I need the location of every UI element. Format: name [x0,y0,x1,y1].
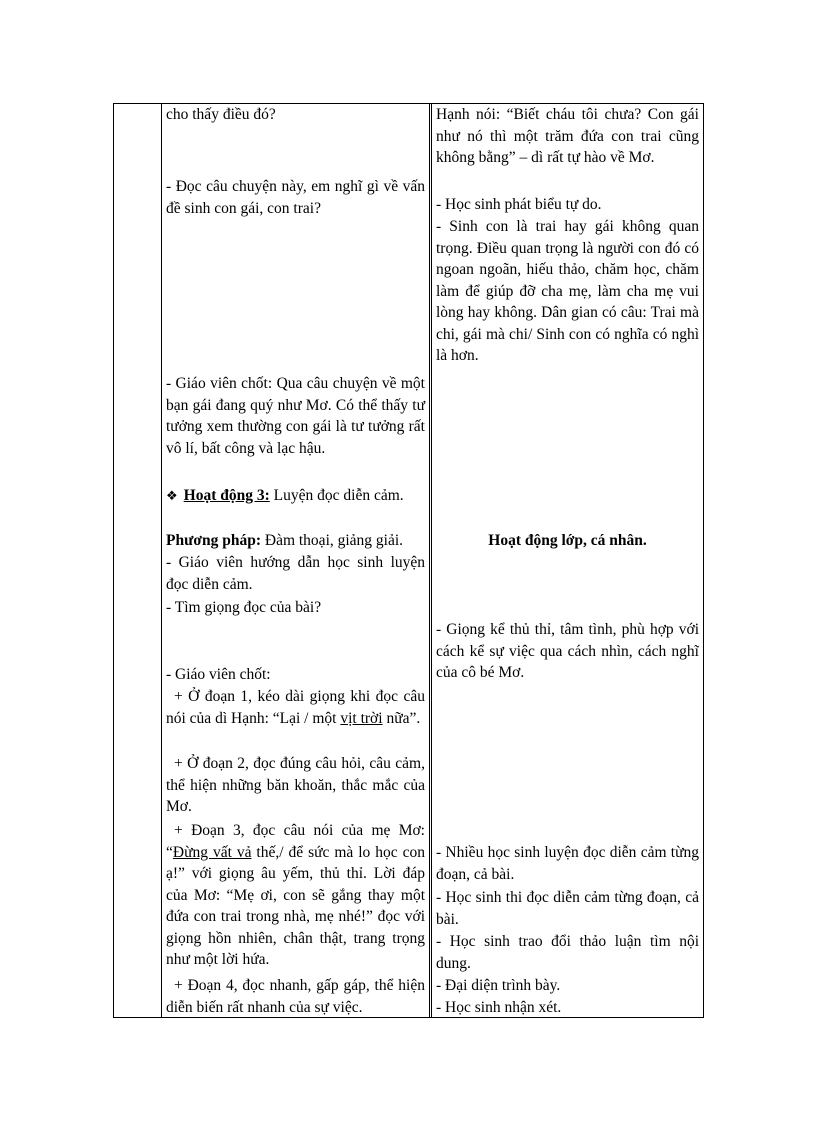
text-span: thế,/ để sức mà lo học con ạ!” với giọng âu yếm, thủ thỉ. Lời đáp của Mơ: “Mẹ ơi, con sẽ gắng thay một đứa con trai trong nhà, mẹ nhé!” đọc với giọng hồn nhiên, chân thật, trang trọng như một lời hứa. [166,843,425,968]
voice-answer: - Giọng kể thủ thỉ, tâm tình, phù hợp với cách kể sự việc qua cách nhìn, cách nghĩ của cô bé Mơ. [436,621,699,681]
text-span: + Đoạn 3, đọc câu nói của mẹ Mơ: “ [166,822,425,861]
method-line [166,530,425,552]
activity-name: Luyện đọc diễn cảm. [269,487,404,504]
student-task: - Học sinh trao đổi thảo luận tìm nội dung. [436,933,699,972]
student-response: - Học sinh phát biểu tự do. [436,196,602,213]
method-text: Đàm thoại, giảng giải. [261,532,404,549]
student-task: - Học sinh nhận xét. [436,999,562,1016]
underlined-phrase: vịt trời [340,709,383,727]
student-task: - Học sinh thi đọc diễn cảm từng đoạn, cả bài. [436,889,699,928]
diamond-bullet-icon: ❖ [166,489,178,504]
text-span: nữa”. [382,709,421,727]
column-divider-2 [429,104,432,1017]
teacher-conclusion-2: - Giáo viên chốt: [166,666,271,683]
student-task: - Đại diện trình bày. [436,977,561,994]
activity-heading [166,485,425,508]
question-gender: - Đọc câu chuyện này, em nghĩ gì về vấn đề sinh con gái, con trai? [166,178,425,217]
paragraph-3-note [166,820,425,971]
student-task: - Nhiều học sinh luyện đọc diễn cảm từng đoạn, cả bài. [436,844,699,883]
paragraph-1-note [166,686,425,729]
column-divider-1 [161,104,162,1017]
teacher-guidance: - Giáo viên hướng dẫn học sinh luyện đọc diễn cảm. [166,554,425,593]
teacher-conclusion: - Giáo viên chốt: Qua câu chuyện về một bạn gái đang quý như Mơ. Có thể thấy tư tưởng xem thường con gái là tư tưởng rất vô lí, bất công và lạc hậu. [166,375,425,457]
text-block: cho thấy điều đó? [166,106,276,123]
lesson-table [113,103,704,1018]
student-answer: - Sinh con là trai hay gái không quan trọng. Điều quan trọng là người con đó có ngoan ngoãn, hiếu thảo, chăm học, chăm làm để giúp đỡ cha mẹ, làm cha mẹ vui lòng hay không. Dân gian có câu: Trai mà chi, gái mà chi/ Sinh con có nghĩa có nghì là hơn. [436,218,699,364]
method-label: Phương pháp: [166,532,261,549]
text-block: Hạnh nói: “Biết cháu tôi chưa? Con gái như nó thì một trăm đứa con trai cũng không bằng” – dì rất tự hào về Mơ. [436,106,699,166]
activity-mode: Hoạt động lớp, cá nhân. [488,532,647,549]
underlined-phrase: Đừng vất vả [172,843,252,861]
find-voice-question: - Tìm giọng đọc của bài? [166,599,322,616]
text-span: + Ở đoạn 1, kéo dài giọng khi đọc câu nói của dì Hạnh: “Lại / một [166,688,425,727]
paragraph-4-note: + Đoạn 4, đọc nhanh, gấp gáp, thể hiện diễn biến rất nhanh của sự việc. [166,977,425,1016]
activity-title: Hoạt động 3: [183,487,270,504]
paragraph-2-note: + Ở đoạn 2, đọc đúng câu hỏi, câu cảm, thể hiện những băn khoăn, thắc mắc của Mơ. [166,755,425,815]
